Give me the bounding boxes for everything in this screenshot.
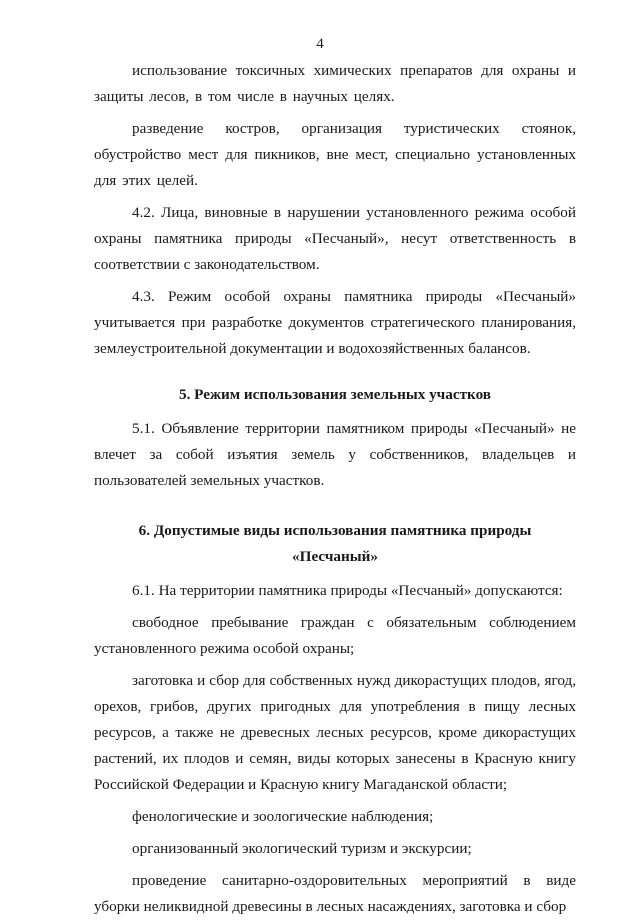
- paragraph-4-2: 4.2. Лица, виновные в нарушении установленного режима особой охраны памятника природы «Песчаный», несут ответственность в соответствии с законодательством.: [94, 204, 576, 273]
- section-heading-6: 6. Допустимые виды использования памятника природы «Песчаный»: [138, 522, 532, 565]
- paragraph: использование токсичных химических препаратов для охраны и защиты лесов, в том числе в научных целях.: [94, 62, 576, 105]
- section-heading-5: 5. Режим использования земельных участков: [178, 386, 492, 403]
- document-body: [94, 58, 576, 920]
- paragraph-4-3: 4.3. Режим особой охраны памятника природы «Песчаный» учитывается при разработке документов стратегического планирования, землеустроительной документации и водохозяйственных балансов.: [94, 288, 576, 357]
- page-number: 4: [316, 36, 324, 52]
- list-item: организованный экологический туризм и экскурсии;: [132, 840, 472, 857]
- paragraph: разведение костров, организация туристических стоянок, обустройство мест для пикников, вне мест, специально установленных для этих целей.: [94, 120, 576, 189]
- list-item: проведение санитарно-оздоровительных мероприятий в виде уборки неликвидной древесины в лесных насаждениях, заготовка и сбор: [94, 872, 576, 915]
- paragraph-6-1: 6.1. На территории памятника природы «Песчаный» допускаются:: [132, 582, 563, 599]
- list-item: свободное пребывание граждан с обязательным соблюдением установленного режима особой охраны;: [94, 614, 576, 657]
- list-item: заготовка и сбор для собственных нужд дикорастущих плодов, ягод, орехов, грибов, других пригодных для употребления в пищу лесных ресурсов, а также не древесных лесных ресурсов, кроме дикорастущих растений, их плодов и семян, виды которых занесены в Красную книгу Российской Федерации и Красную книгу Магаданской области;: [94, 672, 576, 793]
- paragraph-5-1: 5.1. Объявление территории памятником природы «Песчаный» не влечет за собой изъятия земель у собственников, владельцев и пользователей земельных участков.: [94, 420, 576, 489]
- list-item: фенологические и зоологические наблюдения;: [132, 808, 434, 825]
